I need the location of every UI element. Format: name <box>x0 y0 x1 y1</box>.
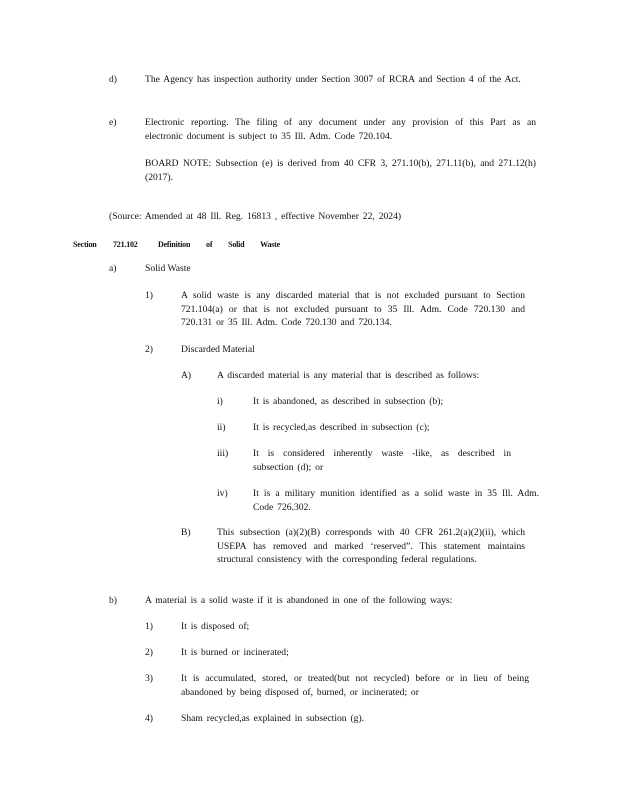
a-2-A-ii-label: ii) <box>217 422 226 433</box>
section-number: 721.102 <box>113 240 138 249</box>
board-note: BOARD NOTE: Subsection (e) is derived from 40 CFR 3, 271.10(b), 271.11(b), and 271.12(h) (2017). <box>145 158 536 183</box>
b-4-text: Sham recycled,as explained in subsection (g). <box>181 713 365 724</box>
subsection-a-title: Solid Waste <box>145 263 191 274</box>
a-2-A-label: A) <box>181 370 192 381</box>
item-e-label: e) <box>109 117 117 128</box>
a-2-A-i-text: It is abandoned, as described in subsection (b); <box>253 396 444 407</box>
source-note: (Source: Amended at 48 Ill. Reg. 16813 , effective November 22, 2024) <box>109 211 402 222</box>
subsection-b-label: b) <box>109 595 117 606</box>
a-2-A-iii-text: It is considered inherently waste -like, as described in subsection (d); or <box>253 448 511 473</box>
section-word: Section <box>73 240 97 249</box>
subsection-a-label: a) <box>109 263 117 274</box>
b-3-label: 3) <box>145 673 153 684</box>
a-2-A-iii-label: iii) <box>217 448 229 459</box>
a-2-A-ii-text: It is recycled,as described in subsection (c); <box>253 422 430 433</box>
a-2-B-text: This subsection (a)(2)(B) corresponds with 40 CFR 261.2(a)(2)(ii), which USEPA has removed and marked ‘reserved”. This statement maintains structural consistency with the corresponding federal regulations. <box>217 527 525 565</box>
a-2-B-label: B) <box>181 527 191 538</box>
a-1-text: A solid waste is any discarded material that is not excluded pursuant to Section 721.104(a) or that is not excluded pursuant to 35 Ill. Adm. Code 720.130 and 720.131 or 35 Ill. Adm. Code 720.130 and 720.134. <box>181 290 525 328</box>
a-2-A-iv-label: iv) <box>217 488 228 499</box>
a-2-A-i-label: i) <box>217 396 223 407</box>
b-4-label: 4) <box>145 713 153 724</box>
item-d-label: d) <box>109 74 117 85</box>
b-2-text: It is burned or incinerated; <box>181 647 289 658</box>
a-2-label: 2) <box>145 344 153 355</box>
item-e-text: Electronic reporting. The filing of any document under any provision of this Part as an electronic document is subject to 35 Ill. Adm. Code 720.104. <box>145 117 536 142</box>
b-1-text: It is disposed of; <box>181 621 250 632</box>
b-1-label: 1) <box>145 621 153 632</box>
a-1-label: 1) <box>145 290 153 301</box>
a-2-A-text: A discarded material is any material that is described as follows: <box>217 370 480 381</box>
a-2-A-iv-text: It is a military munition identified as a solid waste in 35 Ill. Adm. Code 726.302. <box>253 488 539 513</box>
section-title: Definition of Solid Waste <box>158 240 280 249</box>
b-3-text: It is accumulated, stored, or treated(but not recycled) before or in lieu of being abandoned by being disposed of, burned, or incinerated; or <box>181 673 529 698</box>
subsection-b-text: A material is a solid waste if it is abandoned in one of the following ways: <box>145 595 453 606</box>
a-2-text: Discarded Material <box>181 344 255 355</box>
b-2-label: 2) <box>145 647 153 658</box>
item-d-text: The Agency has inspection authority under Section 3007 of RCRA and Section 4 of the Act. <box>145 74 521 85</box>
